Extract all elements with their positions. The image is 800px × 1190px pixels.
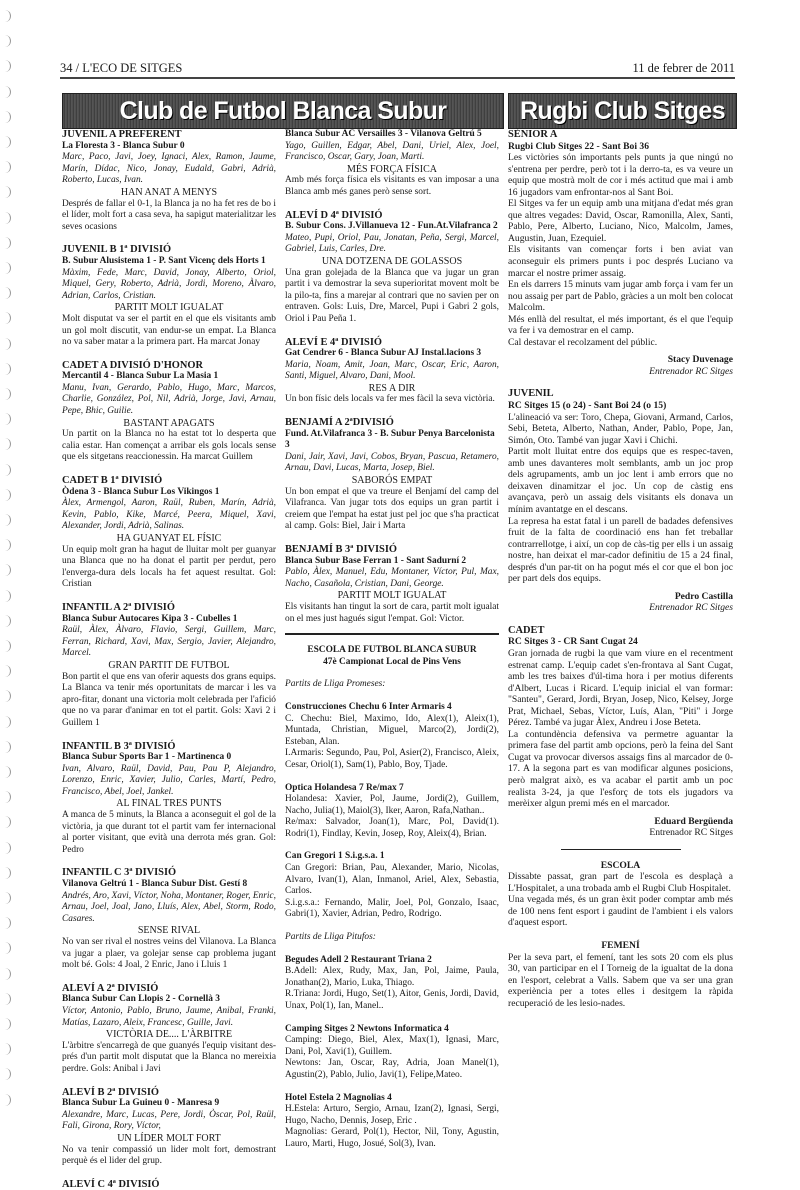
team-lineup: C. Chechu: Biel, Maximo, Ido, Alex(1), Aleix(1), Muntada, Christian, Miguel, Marco(2), Jordi(2), Esteban, Alan.	[285, 713, 499, 747]
paragraph: La represa ha estat fatal i un parell de badades defensives fruit de la falta de coordinació ens han fet treballar contrarrellotge, i així, un cop de càs-tig per ells i un assaig nostre, han deixat el mar-cador definitiu de 15 a 24 final, després d'un par-tit on ha pogut més el cor que el bon joc per part dels dos equips.	[508, 515, 733, 585]
match-result: Mercantil 4 - Blanca Subur La Masia 1	[62, 371, 219, 382]
author-role: Entrenador RC Sitges	[649, 827, 733, 839]
article-body	[508, 871, 733, 929]
match-result: B. Subur Cons. J.Villanueva 12 - Fun.At.Vilafranca 2	[285, 221, 498, 232]
player-list: Mateo, Pupi, Oriol, Pau, Jonatan, Peña, Sergi, Marcel, Gabriel, Luis, Carles, Dre.	[285, 232, 499, 255]
binding-hole-mark	[2, 136, 11, 148]
article-body	[508, 152, 733, 348]
article-text: L'àrbitre s'encarregà de que guanyés l'equip visitant des-prés d'un partit molt disputat que la Blanca no mereixia perdre. Gols: Anibal i Javi	[62, 1040, 276, 1074]
league-match	[285, 1093, 499, 1151]
binding-hole-mark	[2, 388, 11, 400]
section-heading: BENJAMÍ A 2ªDIVISIÓ	[285, 417, 394, 429]
match-report	[62, 1087, 276, 1168]
article-text: Un equip molt gran ha hagut de lluitar molt per guanyar una Blanca que no ha donat el partit per perdut, pero l'enverga-dura dels locals ha fet aquest resultat. Gol: Cristian	[62, 544, 276, 590]
running-header	[60, 61, 735, 79]
team-lineup: R.Triana: Jordi, Hugo, Set(1), Aitor, Genis, Jordi, David, Unax, Pol(1), Ian, Manel..	[285, 989, 499, 1011]
binding-hole-mark	[2, 867, 11, 879]
section-divider	[561, 849, 681, 850]
section-heading: ALEVÍ C 4ª DIVISIÓ	[62, 1178, 160, 1190]
binding-hole-mark	[2, 665, 11, 677]
match-result: La Floresta 3 - Blanca Subur 0	[62, 140, 185, 151]
match-result: Hotel Estela 2 Magnolias 4	[285, 1092, 392, 1103]
player-list: Manu, Ivan, Gerardo, Pablo, Hugo, Marc, Marcos, Charlie, González, Pol, Nil, Adrià, Jorge, Javi, Arnau, Pepe, Bhic, Guilie.	[62, 382, 276, 417]
match-result: Blanca Subur La Guineu 0 - Manresa 9	[62, 1098, 220, 1109]
binding-hole-mark	[2, 338, 11, 350]
match-result: Blanca Subur Sports Bar 1 - Martinenca 0	[62, 752, 232, 763]
paragraph: Dissabte passat, gran part de l'escola es desplaçà a L'Hospitalet, a una trobada amb el Rugbi Club Hospitalet.	[508, 871, 733, 894]
article-text: Els visitants han tingut la sort de cara, partit molt igualat on el mes just hagués sigut l'empat. Gol: Victor.	[285, 601, 499, 624]
league-label: Partits de Lliga Promeses:	[285, 679, 386, 690]
article-subtitle: VICTÒRIA DE.... L'ÀRBITRE	[105, 1029, 233, 1041]
binding-hole-mark	[2, 237, 11, 249]
binding-hole-mark	[2, 312, 11, 324]
paragraph: La contundència defensiva va permetre aguantar la primera fase del partit amb opcions, però la feina del Sant Cugat va provocar diversos assaigs fins al marcador de 0-17. A la segona part es van modificar algunes posicions, però malgrat això, es va acabar el partit amb un poc realista 3-24, ja que l'esforç de tots els jugadors va merèixer algun premi més en el marcador.	[508, 728, 733, 810]
article-text: No van ser rival el nostres veins del Vilanova. La Blanca va jugar a plaer, va golejar sense cap problema jugant molt bé. Gols: 4 Joal, 2 Enric, Jano i Lluis 1	[62, 937, 276, 971]
binding-hole-mark	[2, 615, 11, 627]
match-result: Optica Holandesa 7 Re/max 7	[285, 782, 404, 793]
article-text: No va tenir compassió un lider molt fort, demostrant perquè és el lider del grup.	[62, 1144, 276, 1167]
article-body	[508, 648, 733, 810]
match-report	[285, 337, 499, 407]
binding-hole-mark	[2, 590, 11, 602]
player-list: Raül, Àlex, Àlvaro, Flavio, Sergi, Guillem, Marc, Ferran, Richard, Xavi, Max, Sergio, Javier, Alejandro, Marcel.	[62, 625, 276, 659]
player-list: Víctor, Antonio, Pablo, Bruno, Jaume, Anibal, Franki, Matías, Lazaro, Aleix, Francesc, Guille, Javi.	[62, 1005, 276, 1028]
match-report	[62, 867, 276, 971]
paragraph: Més enllà del resultat, el més important, és el que l'equip va fer i va demostrar en el camp.	[508, 313, 733, 337]
league-match	[285, 702, 499, 772]
banner-futbol: Club de Futbol Blanca Subur	[62, 93, 504, 129]
article-subtitle: RES A DIR	[368, 382, 416, 394]
binding-hole-mark	[2, 842, 11, 854]
author-name: Eduard Bergüenda	[654, 815, 733, 827]
match-result: RC Sitges 3 - CR Sant Cugat 24	[508, 636, 638, 648]
article-subtitle: SABORÓS EMPAT	[351, 475, 433, 487]
match-result: Vilanova Geltrú 1 - Blanca Subur Dist. Gestí 8	[62, 879, 248, 890]
article-subtitle: AL FINAL TRES PUNTS	[116, 798, 222, 810]
article-body	[508, 412, 733, 585]
match-result: Camping Sitges 2 Newtons Informatica 4	[285, 1023, 449, 1034]
match-report	[62, 475, 276, 591]
escola-title: ESCOLA DE FUTBOL BLANCA SUBUR	[307, 645, 477, 656]
match-result: B. Subur Alusistema 1 - P. Sant Vicenç dels Horts 1	[62, 255, 266, 266]
match-result: Blanca Subur Autocares Kipa 3 - Cubelles 1	[62, 613, 238, 624]
binding-hole-mark	[2, 942, 11, 954]
paragraph: Gran jornada de rugbi la que vam viure en el recentment estrenat camp. L'equip cadet s'en-frontava al Sant Cugat, amb les tres baixes d'úl-tima hora i per motius diferents d'Albert, Lucas i Ricard. L'equip inicial el van formar: "Santeu", Gerard, Jordi, Bryan, Josep, Nico, Kelsey, Jorge Prat, Michael, Sebas, Víctor, Luís, Alan, "Piti" i Jorge Pérez. També va jugar Àlex, Andreu i Jose Beteta.	[508, 647, 733, 729]
binding-hole-mark	[2, 539, 11, 551]
article-continuation	[285, 129, 499, 199]
player-list: Dani, Jair, Xavi, Javi, Cobos, Bryan, Pascua, Retamero, Arnau, Davi, Lucas, Marta, Josep, Biel.	[285, 451, 499, 474]
author-name: Pedro Castilla	[674, 590, 733, 602]
binding-hole-mark	[2, 1068, 11, 1080]
binding-hole-mark	[2, 10, 11, 22]
article-subtitle: PARTIT MOLT IGUALAT	[114, 302, 224, 314]
team-lineup: Newtons: Jan, Oscar, Ray, Adria, Joan Manel(1), Agustin(2), Pablo, Julio, Javi(1), Felipe,Mateo.	[285, 1058, 499, 1080]
section-heading: ALEVÍ E 4ª DIVISIÓ	[285, 336, 382, 348]
match-result: Blanca Subur Base Ferran 1 - Sant Sadurní 2	[285, 555, 467, 566]
player-list: Yago, Guillen, Edgar, Abel, Dani, Uriel, Alex, Joel, Francisco, Oscar, Gary, Joan, Marti.	[285, 140, 499, 163]
match-report	[285, 417, 499, 533]
binding-hole-mark	[2, 993, 11, 1005]
left-column	[62, 129, 276, 1190]
section-heading: BENJAMÍ B 3ª DIVISIÓ	[285, 544, 397, 555]
article-text: Bon partit el que ens van oferir aquests dos grans equips. La Blanca va tenir més oportunitats de marcar i les va apro-fitar, donant una victoria molt celebrada per l'afició que no va parar d'animar en tot el partit. Gols: Xavi 2 i Guillem 1	[62, 671, 276, 728]
paragraph: Per la seva part, el femení, tant les sots 20 com els plus 30, van participar en el I Torneig de la igualtat de la dona en l'esport, celebrat a Valls. Sabem que va ser una gran experiència per a totes elles i desitgem la ràpida recuperació de les lesio-nades.	[508, 951, 733, 1009]
article-subtitle: HAN ANAT A MENYS	[120, 186, 218, 198]
section-heading: ALEVÍ B 2ª DIVISIÓ	[62, 1086, 159, 1098]
article-subtitle: PARTIT MOLT IGUALAT	[337, 590, 447, 602]
match-result: Rugbi Club Sitges 22 - Sant Boi 36	[508, 140, 650, 152]
article-escola	[508, 860, 733, 929]
paragraph: Partit molt lluitat entre dos equips que es respec-taven, amb unes davanteres molt semblants, amb un joc prop dels agrupaments, amb un joc lent i amb errors que no deixaven dinamitzar el joc. Un cop de càstig ens avançava, però un assaig dels visitants els donava un mínim avantatge en el descans.	[508, 446, 733, 515]
team-lineup: Holandesa: Xavier, Pol, Jaume, Jordi(2), Guillem, Nacho, Julia(1), Maiol(3), Iker, Aaron, Rafa,Nathan..	[285, 794, 499, 816]
binding-hole-mark	[2, 413, 11, 425]
signature	[508, 816, 733, 839]
section-heading: ESCOLA	[600, 859, 641, 871]
section-heading: INFANTIL C 3ª DIVISIÓ	[62, 867, 177, 879]
team-lineup: I.Armaris: Segundo, Pau, Pol, Asier(2), Francisco, Aleix, Cesar, Oriol(1), Sam(1), Pablo, Boy, Tjade.	[285, 748, 499, 770]
match-report	[285, 544, 499, 625]
article-juvenil	[508, 388, 733, 613]
author-role: Entrenador RC Sitges	[649, 365, 733, 377]
paragraph: Les victòries són importants pels punts ja que ningú no s'entrena per perdre, però tot i la derro-ta, es va veure un equip que mostrà molt de cor i més actitud que mai i amb 16 jugadors vam enfrontar-nos al Sant Boi.	[508, 152, 733, 198]
article-subtitle: UN LÍDER MOLT FORT	[117, 1132, 221, 1144]
binding-hole-mark	[2, 111, 11, 123]
binding-hole-mark	[2, 438, 11, 450]
match-result: Gat Cendrer 6 - Blanca Subur AJ Instal.lacions 3	[285, 348, 482, 359]
author-name: Stacy Duvenage	[667, 354, 733, 366]
binding-hole-mark	[2, 86, 11, 98]
match-result: Blanca Subur AC Versailles 3 - Vilanova Geltrú 5	[285, 129, 482, 139]
match-report	[62, 129, 276, 233]
team-lineup: Magnolias: Gerard, Pol(1), Hector, Nil, Tony, Agustin, Lauro, Marti, Hugo, Josué, Sol(3), Ivan.	[285, 1127, 499, 1149]
player-list: Marc, Paco, Javi, Joey, Ignaci, Alex, Ramon, Jaume, Marín, Dídac, Nico, Jonay, Eudald, Gabri, Adrià, Roberto, Lucas, Ivan.	[62, 152, 276, 186]
section-heading: CADET	[508, 624, 545, 636]
match-report	[62, 360, 276, 464]
match-report	[62, 244, 276, 348]
section-heading: SÈNIOR A	[508, 129, 558, 140]
section-heading: JUVENIL	[508, 388, 554, 400]
player-list: Pablo, Àlex, Manuel, Edu, Montaner, Víctor, Pul, Max, Nacho, Casañola, Cristian, Dani, George.	[285, 567, 499, 589]
binding-hole-mark	[2, 564, 11, 576]
right-column	[508, 129, 733, 1009]
team-lineup: B.Adell: Alex, Rudy, Max, Jan, Pol, Jaime, Paula, Jonathan(2), Mario, Luka, Thiago.	[285, 966, 499, 988]
binding-hole-mark	[2, 161, 11, 173]
article-subtitle: UNA DOTZENA DE GOLASSOS	[321, 255, 463, 267]
article-femeni	[508, 940, 733, 1009]
article-body	[508, 952, 733, 1010]
binding-hole-mark	[2, 35, 11, 47]
article-text: Després de fallar el 0-1, la Blanca ja no ha fet res de bo i el líder, molt fort a casa seva, ha sapigut materialitzar les seves ocasions	[62, 198, 276, 232]
author-role: Entrenador RC Sitges	[649, 602, 733, 614]
section-divider	[285, 633, 499, 635]
section-heading: ALEVÍ A 2ª DIVISIÓ	[62, 982, 159, 994]
player-list: Àlex, Armengol, Aaron, Raül, Ruben, Marín, Adrià, Kevin, Pablo, Kike, Marcé, Peera, Miquel, Xavi, Alexander, Jordi, Adrià, Salinas.	[62, 498, 276, 532]
binding-hole-mark	[2, 968, 11, 980]
league-match	[285, 783, 499, 841]
match-result: Can Gregori 1 S.i.g.s.a. 1	[285, 851, 385, 862]
section-heading: ALEVÍ D 4ª DIVISIÓ	[285, 209, 383, 221]
section-heading: INFANTIL B 3ª DIVISIÓ	[62, 740, 176, 752]
binding-hole-mark	[2, 716, 11, 728]
match-report	[62, 983, 276, 1076]
binding-hole-mark	[2, 1018, 11, 1030]
team-lineup: Re/max: Salvador, Joan(1), Marc, Pol, David(1). Rodri(1), Findlay, Kevin, Josep, Roy, Aleix(4), Brian.	[285, 817, 499, 839]
player-list: Maria, Noam, Amit, Joan, Marc, Oscar, Eric, Aaron, Santi, Miguel, Alvaro, Dani, Mool.	[285, 359, 499, 382]
match-report	[62, 602, 276, 730]
match-result: RC Sitges 15 (o 24) - Sant Boi 24 (o 15)	[508, 400, 667, 412]
article-subtitle: BASTANT APAGATS	[123, 417, 215, 429]
team-lineup: S.i.g.s.a.: Fernando, Malir, Joel, Pol, Gonzalo, Isaac, Gabri(1), Xavier, Adrian, Pedro, Rodrigo.	[285, 897, 499, 920]
match-report	[62, 741, 276, 857]
binding-hole-mark	[2, 690, 11, 702]
binding-hole-mark	[2, 489, 11, 501]
binding-hole-mark	[2, 766, 11, 778]
binding-hole-mark	[2, 186, 11, 198]
match-report	[285, 210, 499, 326]
binding-hole-mark	[2, 816, 11, 828]
section-heading: JUVENIL B 1ª DIVISIÓ	[62, 244, 172, 256]
section-heading: CADET A DIVISIÓ D'HONOR	[62, 359, 203, 371]
league-match	[285, 851, 499, 921]
paragraph: Cal destavar el recolzament del públic.	[508, 336, 658, 348]
player-list: Ivan, Alvaro, Raül, David, Pau, Pau P, Alejandro, Lorenzo, Enric, Xavier, Julio, Carles, Martí, Pedro, Francisco, Abel, Joel, Jankel.	[62, 763, 276, 797]
team-lineup: Camping: Diego, Biel, Alex, Max(1), Ignasi, Marc, Dani, Pol, Xavi(1), Guillem.	[285, 1035, 499, 1057]
article-subtitle: HA GUANYAT EL FÍSIC	[116, 533, 222, 544]
paragraph: Els visitants van començar forts i ben aviat van aconseguir els primers punts i poc després Luciano va marcar el nostre primer assaig.	[508, 244, 733, 279]
match-result: Fund. At.Vilafranca 3 - B. Subur Penya Barcelonista 3	[285, 428, 495, 451]
paragraph: En els darrers 15 minuts vam jugar amb força i vam fer un nou assaig per part de Pablo, gràcies a un molt ben colocat Malcolm.	[508, 279, 733, 314]
binding-hole-mark	[2, 741, 11, 753]
section-heading: CADET B 1ª DIVISIÓ	[62, 475, 163, 487]
section-heading: JUVENIL A PREFERENT	[62, 129, 182, 140]
article-text: Un partit on la Blanca no ha estat tot lo desperta que calia estar. Han començat a arribar els gols locals sense que els sitgetans reaccionessin. Ha marcat Guillem	[62, 429, 276, 463]
binding-hole-mark	[2, 1043, 11, 1055]
match-result: Begudes Adell 2 Restaurant Triana 2	[285, 954, 432, 965]
article-text: Amb més força física els visitants es van imposar a una Blanca amb més ganes però sense sort.	[285, 175, 499, 197]
article-subtitle: MÉS FORÇA FÍSICA	[346, 163, 438, 175]
signature	[508, 591, 733, 614]
paragraph: El Sitges va fer un equip amb una mitjana d'edat més gran que altres vegades: David, Oscar, Ramonilla, Alex, Santi, Pablo, Pere, Alberto, Luciano, Nico, Malcolm, James, Augustin, Juan, Ezequiel.	[508, 198, 733, 244]
match-report	[62, 1179, 276, 1190]
article-text: Un bon empat el que va treure el Benjamí del camp del Vilafranca. Van jugar tots dos equips un gran partit i creiem que l'empat ha estat just pel joc que s'ha practicat al camp. Gols: Biel, Jair i Marta	[285, 486, 499, 532]
match-result: Blanca Subur Can Llopis 2 - Cornellà 3	[62, 994, 220, 1005]
signature	[508, 354, 733, 377]
binding-hole-mark	[2, 791, 11, 803]
scan-binding-marks	[2, 10, 16, 1120]
player-list: Andrés, Aro, Xavi, Víctor, Noha, Montaner, Roger, Enric, Arnau, Joel, Joal, Jano, Lluís, Alex, Abel, Storm, Rodo, Casares.	[62, 890, 276, 924]
match-result: Construcciones Chechu 6 Inter Armaris 4	[285, 701, 452, 712]
player-list: Màxim, Fede, Marc, David, Jonay, Alberto, Oriol, Miquel, Gery, Roberto, Adrià, Jordi, Moreno, Àlvaro, Adrian, Carlos, Cristian.	[62, 267, 276, 301]
page-publication: 34 / L'ECO DE SITGES	[60, 61, 183, 75]
team-lineup: Can Gregori: Brian, Pau, Alexander, Mario, Nicolas, Alvaro, Ivan(1), Alan, Inmanol, Ariel, Alex, Sebastia, Carlos.	[285, 863, 499, 897]
section-heading: FEMENÍ	[601, 940, 640, 951]
binding-hole-mark	[2, 514, 11, 526]
article-subtitle: SENSE RIVAL	[137, 925, 201, 937]
article-text: A manca de 5 minuts, la Blanca a aconseguit el gol de la victòria, ja que durant tot el partit vam fer internacional al porter visitant, que evità una derrota més gran. Gol: Pedro	[62, 810, 276, 855]
binding-hole-mark	[2, 262, 11, 274]
paragraph: Una vegada més, és un gran èxit poder comptar amb més de 100 nens fent esport i gaudint de l'ambient i els valors d'aquest esport.	[508, 894, 733, 929]
issue-date: 11 de febrer de 2011	[632, 61, 735, 75]
team-lineup: H.Estela: Arturo, Sergio, Arnau, Izan(2), Ignasi, Sergi, Hugo, Nacho, Dennis, Josep, Eric .	[285, 1104, 499, 1126]
match-result: Òdena 3 - Blanca Subur Los Vikingos 1	[62, 486, 220, 497]
article-cadet	[508, 625, 733, 839]
article-senior	[508, 129, 733, 377]
binding-hole-mark	[2, 892, 11, 904]
article-text: Una gran golejada de la Blanca que va jugar un gran partit i va demostrar la seva superioritat movent molt be la pilo-ta, fins a marejar al contrari que no savien per on entraven. Gols: Luis, Dre, Marcel, Pupi i Gabri 2 gols, Oriol i Pau Peña 1.	[285, 267, 499, 324]
binding-hole-mark	[2, 464, 11, 476]
league-match	[285, 955, 499, 1013]
escola-subtitle: 47è Campionat Local de Pins Vens	[323, 656, 461, 667]
section-heading: INFANTIL A 2ª DIVISIÓ	[62, 601, 175, 613]
binding-hole-mark	[2, 640, 11, 652]
league-match	[285, 1024, 499, 1082]
article-subtitle: GRAN PARTIT DE FUTBOL	[108, 659, 230, 671]
binding-hole-mark	[2, 60, 11, 72]
middle-column	[285, 129, 499, 1151]
binding-hole-mark	[2, 1094, 11, 1106]
article-text: Molt disputat va ser el partit en el que els visitants amb un gol molt discutit, van endur-se un empat. La Blanca no va saber matar a la primera part. Ha marcat Jonay	[62, 313, 276, 348]
article-text: Un bon físic dels locals va fer mes fàcil la seva victòria.	[285, 394, 495, 405]
binding-hole-mark	[2, 917, 11, 929]
league-label: Partits de Lliga Pitufos:	[285, 932, 376, 943]
binding-hole-mark	[2, 287, 11, 299]
binding-hole-mark	[2, 212, 11, 224]
paragraph: L'alineació va ser: Toro, Chepa, Giovani, Armand, Carlos, Sebi, Beteta, Alberto, Nathan, Ander, Pablo, Pope, Jan, Simón, Oto. També van jugar Xavi i Chichi.	[508, 411, 733, 446]
player-list: Alexandre, Marc, Lucas, Pere, Jordi, Òscar, Pol, Raül, Fali, Girona, Rory, Víctor,	[62, 1109, 276, 1132]
banner-rugbi: Rugbi Club Sitges	[508, 93, 737, 129]
binding-hole-mark	[2, 363, 11, 375]
